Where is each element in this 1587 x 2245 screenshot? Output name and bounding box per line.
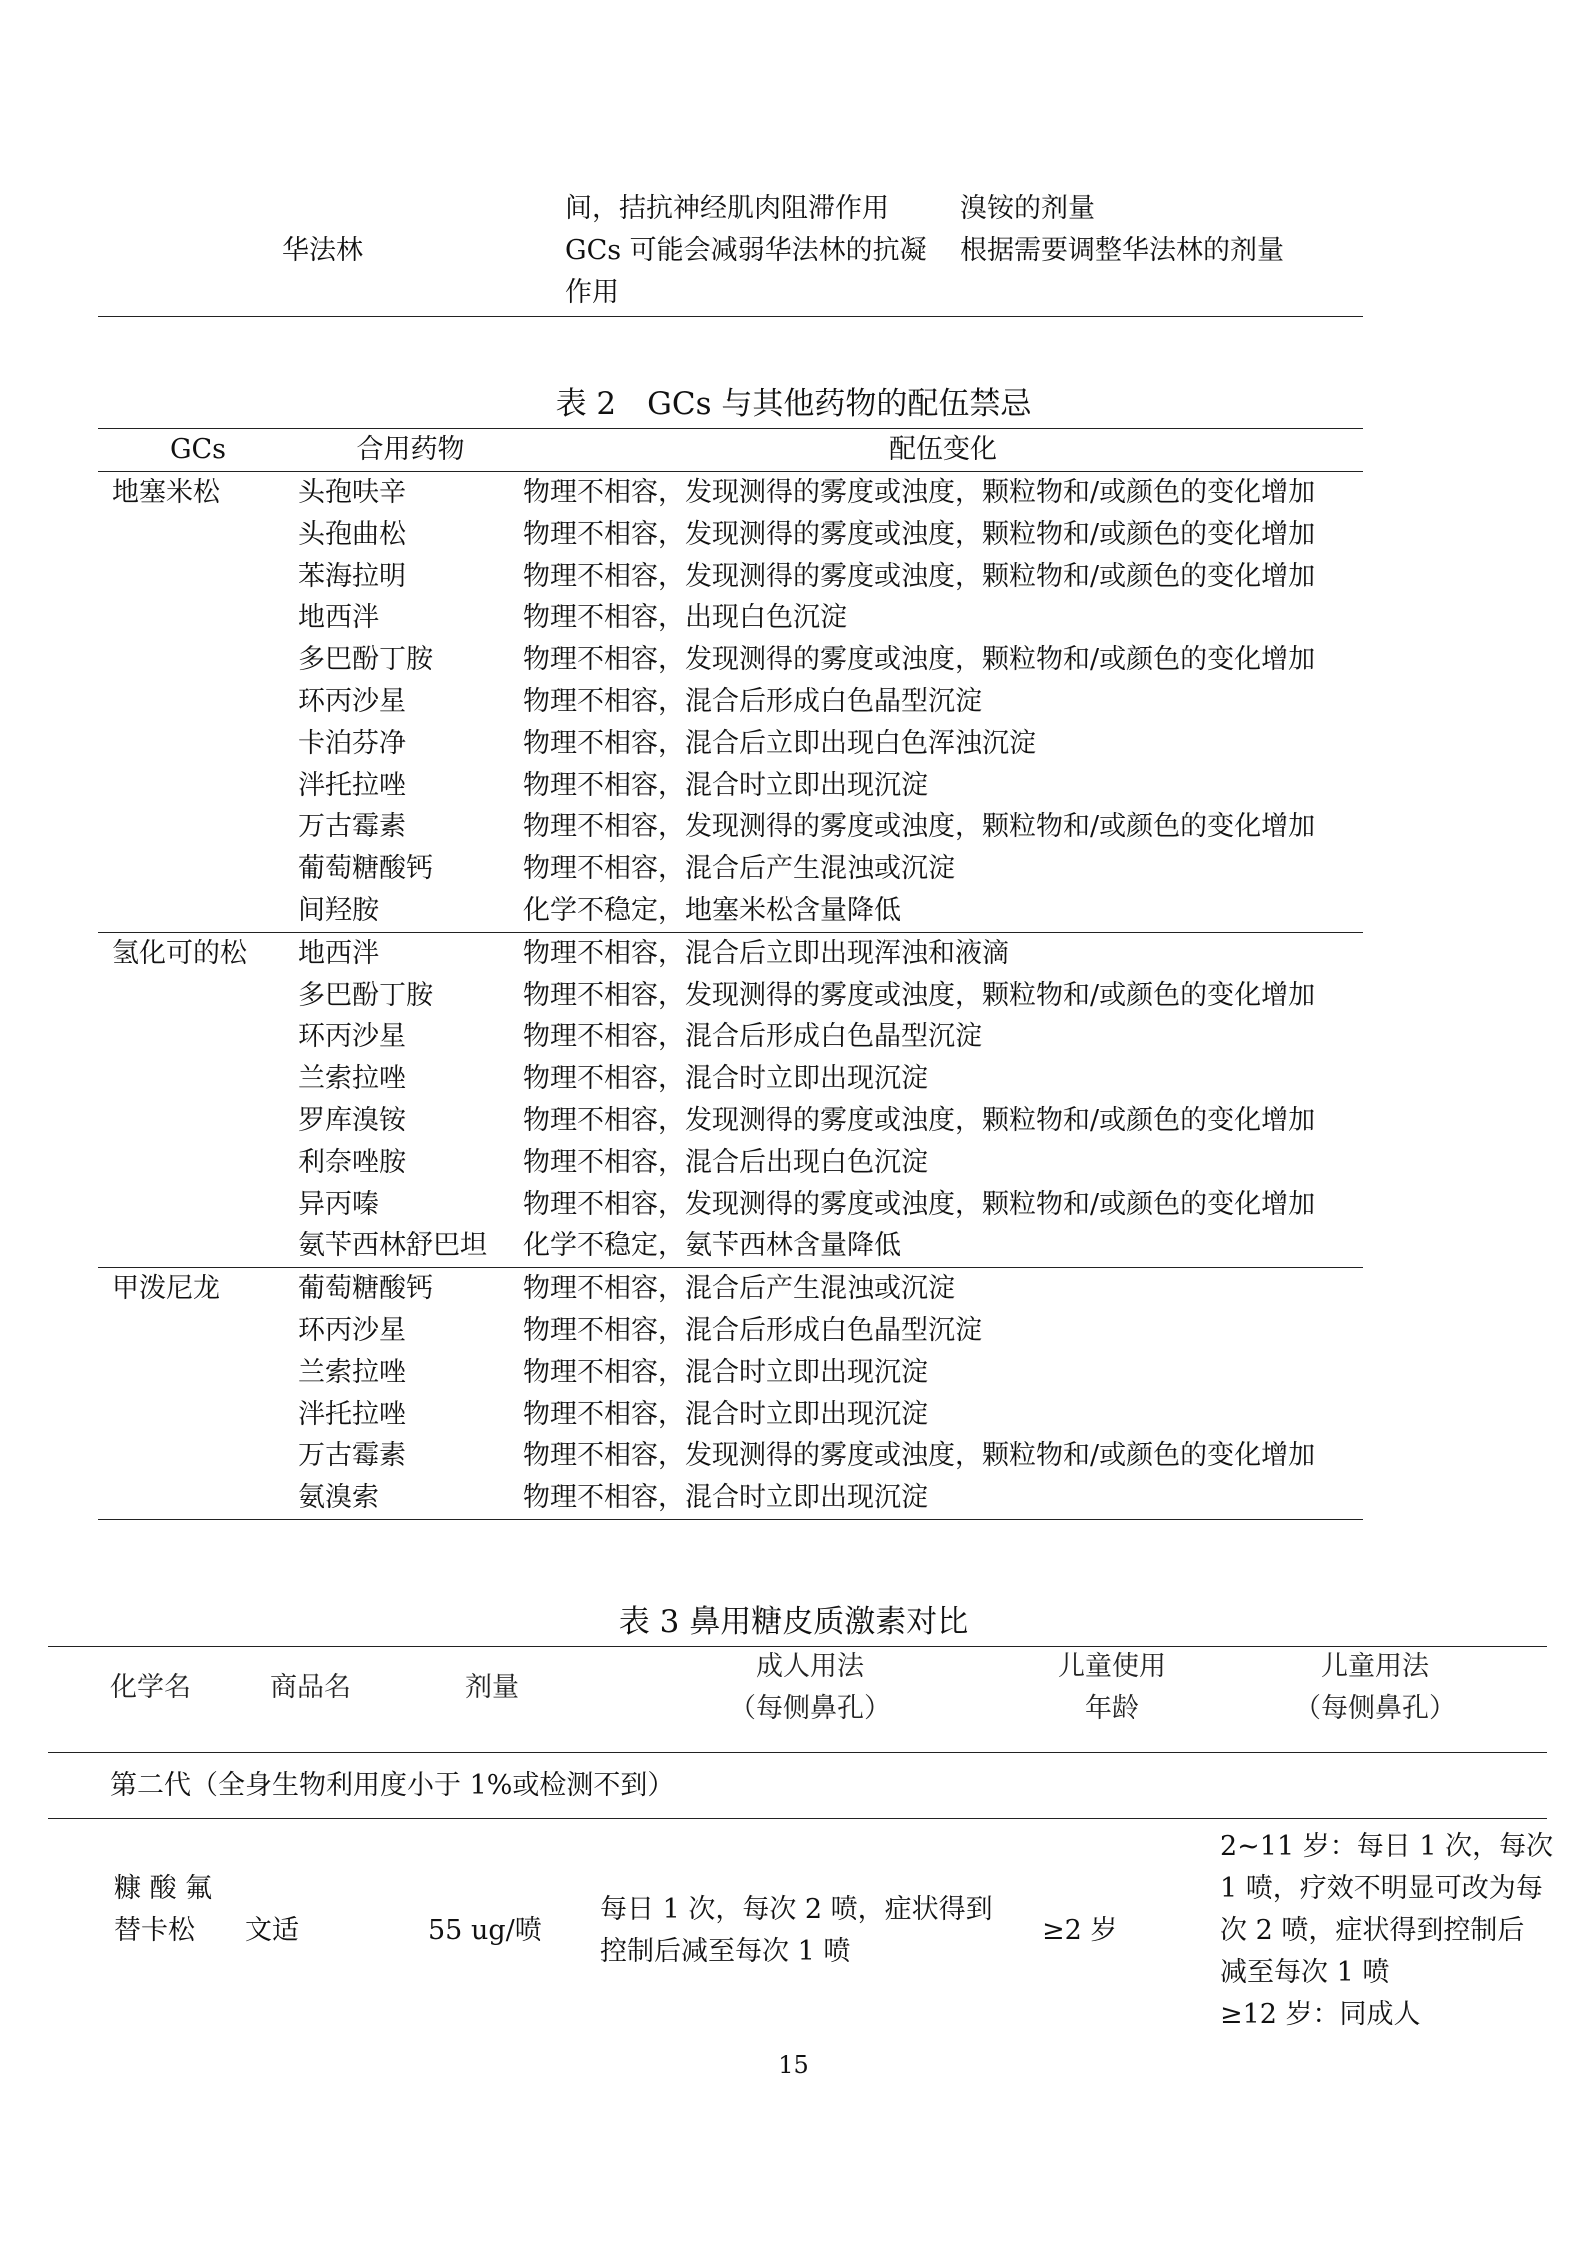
table2-gc-name [98, 1477, 298, 1519]
table2-change: 物理不相容，发现测得的雾度或浊度，颗粒物和/或颜色的变化增加 [523, 477, 1316, 508]
table2-combined-drug: 兰索拉唑 [298, 1063, 406, 1095]
table2-gc-name [98, 1394, 298, 1436]
table2-change: 物理不相容，发现测得的雾度或浊度，颗粒物和/或颜色的变化增加 [523, 644, 1316, 676]
table3-header-adult: 成人用法 （每侧鼻孔） [729, 1651, 891, 1724]
table2-gc-name [98, 556, 298, 598]
table3-row-child: 2~11 岁：每日 1 次，每次 1 喷，疗效不明显可改为每 次 2 喷，症状得到控制后 减至每次 1 喷 ≥12 岁：同成人 [1220, 1831, 1554, 2030]
table2-gc-name [98, 1184, 298, 1226]
table2-combined-drug: 兰索拉唑 [298, 1356, 406, 1388]
table3-header-dose: 剂量 [465, 1672, 519, 1703]
table2-combined-drug: 地西泮 [298, 602, 379, 634]
table-row [98, 890, 1363, 932]
table-row [98, 1477, 1363, 1519]
table-row [98, 472, 1363, 514]
table2-combined-drug: 苯海拉明 [298, 560, 406, 592]
table-row [98, 848, 1363, 890]
table2-gc-name [98, 1310, 298, 1352]
table2-change: 物理不相容，混合后形成白色晶型沉淀 [523, 685, 982, 717]
table-row [98, 514, 1363, 556]
table-row [98, 1142, 1363, 1184]
table2-combined-drug: 葡萄糖酸钙 [298, 1273, 433, 1305]
table3-header-brand: 商品名 [270, 1672, 351, 1703]
table-row [98, 1016, 1363, 1058]
table2-gc-name [98, 848, 298, 890]
table2-combined-drug: 间羟胺 [298, 894, 379, 926]
table2-change: 物理不相容，混合时立即出现沉淀 [523, 1482, 928, 1514]
table2-combined-drug: 万古霉素 [298, 811, 406, 843]
table-row [98, 932, 1363, 974]
table2-combined-drug: 泮托拉唑 [298, 1398, 406, 1430]
table2-combined-drug: 氨溴索 [298, 1482, 379, 1514]
table3-section-label: 第二代（全身生物利用度小于 1%或检测不到） [110, 1770, 675, 1801]
table2-combined-drug: 葡萄糖酸钙 [298, 853, 433, 885]
table2-combined-drug: 地西泮 [298, 937, 379, 969]
table2-gc-name [98, 806, 298, 848]
table2-gc-name [98, 597, 298, 639]
table2-change: 物理不相容，发现测得的雾度或浊度，颗粒物和/或颜色的变化增加 [523, 1440, 1316, 1472]
table3-row-chem: 糠 酸 氟 替卡松 [114, 1873, 213, 1946]
table-row [98, 806, 1363, 848]
table2-change: 物理不相容，发现测得的雾度或浊度，颗粒物和/或颜色的变化增加 [523, 560, 1316, 592]
table2-combined-drug: 卡泊芬净 [298, 727, 406, 759]
table2-gc-name [98, 1435, 298, 1477]
table2-change: 物理不相容，发现测得的雾度或浊度，颗粒物和/或颜色的变化增加 [523, 518, 1316, 550]
table2-combined-drug: 异丙嗪 [298, 1188, 379, 1220]
table3-header-rule [48, 1752, 1547, 1753]
table2-change: 化学不稳定，氨苄西林含量降低 [523, 1230, 901, 1262]
table2 [98, 428, 1363, 1520]
table2-change: 物理不相容，混合时立即出现沉淀 [523, 769, 928, 801]
table2-gc-name [98, 1225, 298, 1267]
table-row [98, 723, 1363, 765]
table2-gc-name: 地塞米松 [112, 477, 220, 508]
table3-header-child: 儿童用法 （每侧鼻孔） [1294, 1651, 1456, 1724]
table2-gc-name [98, 765, 298, 807]
table-row [98, 639, 1363, 681]
table2-combined-drug: 泮托拉唑 [298, 769, 406, 801]
table2-change: 物理不相容，出现白色沉淀 [523, 602, 847, 634]
table2-change: 物理不相容，混合后立即出现白色浑浊沉淀 [523, 727, 1036, 759]
table1-continuation [98, 188, 1363, 317]
table2-gc-name [98, 1100, 298, 1142]
table2-gc-name [98, 1142, 298, 1184]
table2-header-combined-drug: 合用药物 [356, 434, 465, 466]
table2-change: 物理不相容，发现测得的雾度或浊度，颗粒物和/或颜色的变化增加 [523, 979, 1316, 1011]
table-row [98, 1058, 1363, 1100]
table2-change: 物理不相容，混合后产生混浊或沉淀 [523, 1273, 955, 1305]
table2-gc-name [98, 975, 298, 1017]
table2-header-row [98, 429, 1363, 472]
table-row [98, 1352, 1363, 1394]
table3-row-adult: 每日 1 次，每次 2 喷，症状得到 控制后减至每次 1 喷 [600, 1894, 993, 1967]
table2-gc-name [98, 723, 298, 765]
table3-section-rule [48, 1818, 1547, 1819]
table2-combined-drug: 环丙沙星 [298, 685, 406, 717]
table2-change: 物理不相容，混合后产生混浊或沉淀 [523, 853, 955, 885]
table-row [98, 765, 1363, 807]
table2-header-gcs: GCs [169, 434, 227, 466]
table1-advice: 溴铵的剂量 根据需要调整华法林的剂量 [960, 193, 1284, 266]
table-row [98, 1184, 1363, 1226]
table-row [98, 975, 1363, 1017]
table2-gc-name [98, 1016, 298, 1058]
table2-group [98, 472, 1363, 933]
table2-gc-name [98, 1058, 298, 1100]
table2-change: 物理不相容，发现测得的雾度或浊度，颗粒物和/或颜色的变化增加 [523, 811, 1316, 843]
table2-gc-name: 氢化可的松 [112, 937, 247, 969]
table2-combined-drug: 多巴酚丁胺 [298, 644, 433, 676]
table3-header-child-age: 儿童使用 年龄 [1058, 1651, 1166, 1724]
table2-change: 物理不相容，发现测得的雾度或浊度，颗粒物和/或颜色的变化增加 [523, 1104, 1316, 1136]
table2-gc-name [98, 890, 298, 932]
table2-header-change: 配伍变化 [889, 434, 997, 466]
table2-change: 物理不相容，混合后出现白色沉淀 [523, 1146, 928, 1178]
table1-effect: 间，拮抗神经肌肉阻滞作用 GCs 可能会减弱华法林的抗凝 作用 [565, 193, 927, 308]
table3-row-child-age: ≥2 岁 [1042, 1915, 1118, 1946]
table2-combined-drug: 环丙沙星 [298, 1314, 406, 1346]
table3-row-dose: 55 ug/喷 [428, 1915, 542, 1946]
table-row [98, 1225, 1363, 1267]
table-row [98, 1100, 1363, 1142]
table2-change: 物理不相容，混合后形成白色晶型沉淀 [523, 1314, 982, 1346]
table2-change: 物理不相容，混合后立即出现浑浊和液滴 [523, 937, 1009, 969]
page-number: 15 [778, 2051, 809, 2079]
table2-combined-drug: 多巴酚丁胺 [298, 979, 433, 1011]
table2-combined-drug: 罗库溴铵 [298, 1104, 406, 1136]
table2-change: 物理不相容，混合时立即出现沉淀 [523, 1356, 928, 1388]
table2-change: 物理不相容，混合后形成白色晶型沉淀 [523, 1021, 982, 1053]
table2-change: 物理不相容，发现测得的雾度或浊度，颗粒物和/或颜色的变化增加 [523, 1188, 1316, 1220]
table2-group [98, 1268, 1363, 1520]
table-row [98, 1394, 1363, 1436]
table2-group [98, 932, 1363, 1267]
table3-row-brand: 文适 [245, 1915, 299, 1946]
table2-gc-name [98, 639, 298, 681]
table2-gc-name [98, 514, 298, 556]
table3-header-chem: 化学名 [110, 1672, 191, 1703]
table3-caption: 表 3 鼻用糖皮质激素对比 [618, 1604, 969, 1640]
table-row [98, 597, 1363, 639]
table2-combined-drug: 万古霉素 [298, 1440, 406, 1472]
table-row [98, 1268, 1363, 1310]
table-row [98, 1435, 1363, 1477]
table2-combined-drug: 头孢呋辛 [298, 477, 406, 508]
table-row [98, 1310, 1363, 1352]
table-row [98, 556, 1363, 598]
table2-change: 物理不相容，混合时立即出现沉淀 [523, 1398, 928, 1430]
table2-gc-name [98, 1352, 298, 1394]
table-row [98, 681, 1363, 723]
table2-gc-name [98, 681, 298, 723]
table2-change: 物理不相容，混合时立即出现沉淀 [523, 1063, 928, 1095]
table2-combined-drug: 利奈唑胺 [298, 1146, 406, 1178]
table2-change: 化学不稳定，地塞米松含量降低 [523, 894, 901, 926]
table2-combined-drug: 头孢曲松 [298, 518, 406, 550]
table2-gc-name: 甲泼尼龙 [112, 1273, 220, 1305]
table2-caption: 表 2 GCs 与其他药物的配伍禁忌 [555, 386, 1032, 422]
table1-drug: 华法林 [282, 235, 363, 266]
table2-combined-drug: 环丙沙星 [298, 1021, 406, 1053]
table2-combined-drug: 氨苄西林舒巴坦 [298, 1230, 487, 1262]
